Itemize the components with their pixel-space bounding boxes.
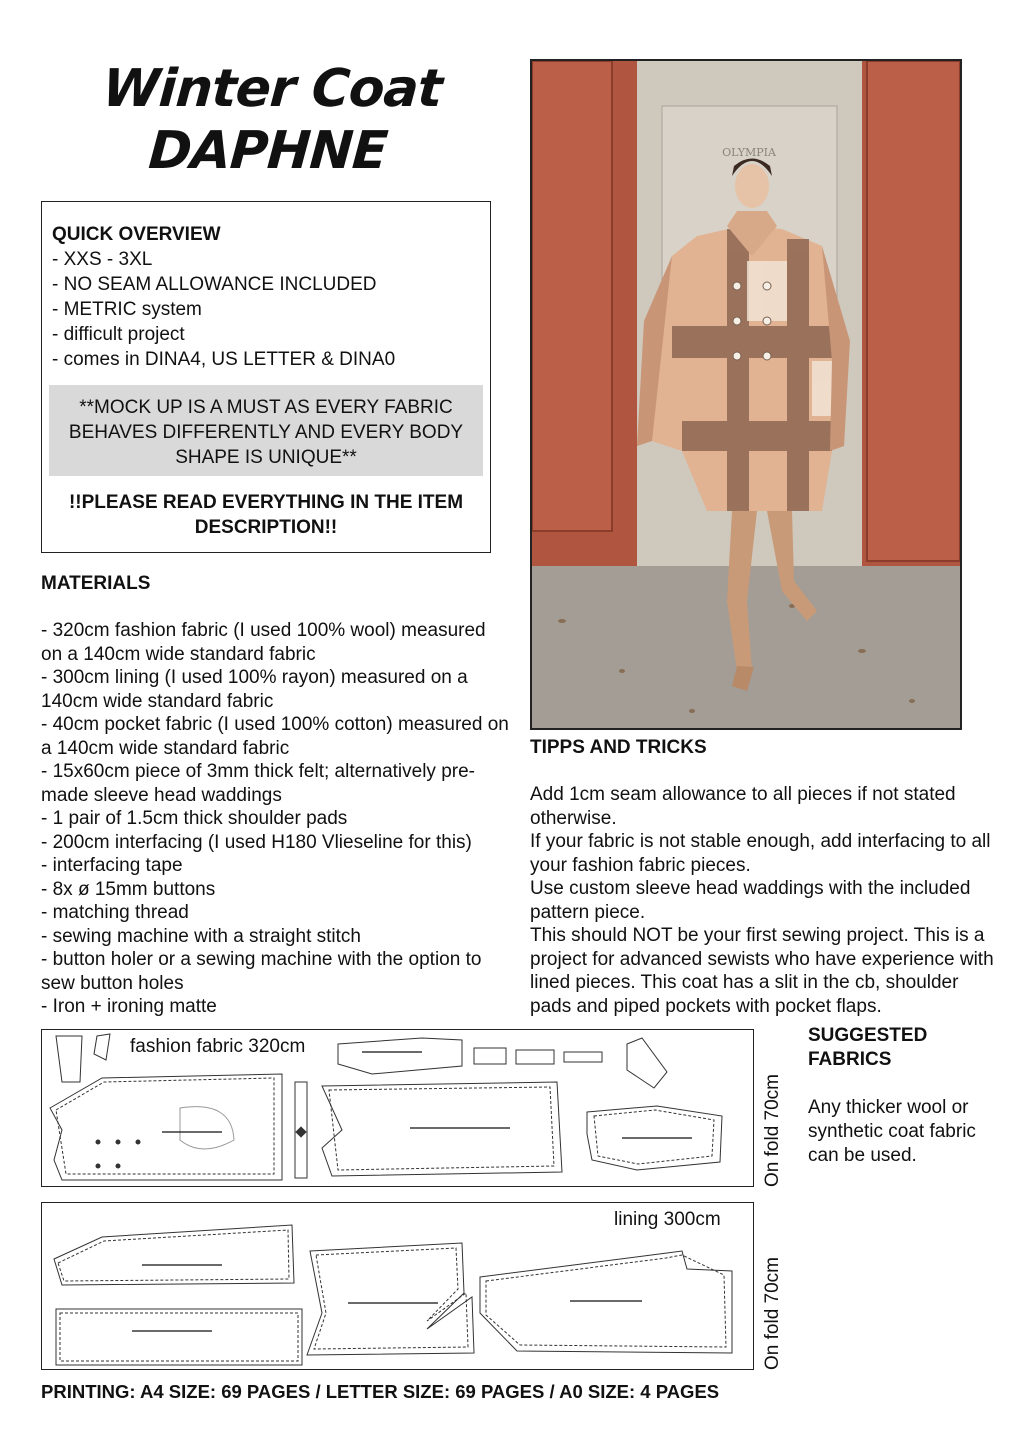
material-item: - interfacing tape [41,855,183,876]
materials-section [41,572,511,1019]
lining-fold-label: On fold 70cm [762,1257,783,1370]
tipp-paragraph: This should NOT be your first sewing project. This is a project for advanced sewists who have experience with lined pieces. This coat has a slit in the cb, shoulder pads and piped pockets with pocket flaps. [530,925,994,1017]
material-item: - 8x ø 15mm buttons [41,878,216,900]
fashion-fabric-pattern-pieces [42,1030,754,1187]
lining-label: lining 300cm [614,1209,721,1230]
material-item: - sewing machine with a straight stitch [41,925,361,947]
overview-item: - METRIC system [52,299,202,320]
wall-sign-text: OLYMPIA [722,146,776,159]
lining-pattern-pieces [42,1203,754,1370]
material-item: - Iron + ironing matte [41,996,217,1017]
material-item: - 320cm fashion fabric (I used 100% wool) measured on a 140cm wide standard fabric [41,620,486,665]
overview-item: - comes in DINA4, US LETTER & DINA0 [52,349,396,370]
fashion-fabric-fold-label: On fold 70cm [762,1074,783,1187]
tipps-heading: TIPPS AND TRICKS [530,737,707,758]
tipps-section [530,736,1000,1018]
fashion-fabric-layout [41,1029,754,1187]
overview-item: - difficult project [52,324,185,345]
suggested-heading: SUGGESTED FABRICS [808,1025,928,1070]
overview-heading: QUICK OVERVIEW [52,224,221,245]
mockup-warning: **MOCK UP IS A MUST AS EVERY FABRIC BEHAVES DIFFERENTLY AND EVERY BODY SHAPE IS UNIQUE** [49,385,483,476]
overview-item: - NO SEAM ALLOWANCE INCLUDED [52,274,377,295]
material-item: - 200cm interfacing (I used H180 Vlieseline for this) [41,831,472,853]
tipp-paragraph: Use custom sleeve head waddings with the included pattern piece. [530,878,971,923]
model-photo [530,59,962,730]
model-photo-illustration [532,61,960,728]
material-item: - matching thread [41,902,189,923]
tipp-paragraph: If your fabric is not stable enough, add interfacing to all your fashion fabric pieces. [530,831,991,876]
fashion-fabric-label: fashion fabric 320cm [130,1036,306,1057]
materials-heading: MATERIALS [41,573,151,594]
quick-overview-box [41,201,491,553]
read-description-notice: !!PLEASE READ EVERYTHING IN THE ITEM DESCRIPTION!! [68,492,464,538]
title-line-2: DAPHNE [146,121,389,181]
material-item: - 40cm pocket fabric (I used 100% cotton) measured on a 140cm wide standard fabric [41,714,509,759]
page-title [36,58,505,182]
suggested-fabrics-section [808,1024,1008,1168]
overview-item: - XXS - 3XL [52,249,153,270]
suggested-text: Any thicker wool or synthetic coat fabric can be used. [808,1097,976,1166]
title-line-1: Winter Coat [100,59,444,119]
material-item: - 1 pair of 1.5cm thick shoulder pads [41,808,348,829]
material-item: - button holer or a sewing machine with the option to sew button holes [41,949,482,994]
printing-info: PRINTING: A4 SIZE: 69 PAGES / LETTER SIZE: 69 PAGES / A0 SIZE: 4 PAGES [41,1381,720,1402]
material-item: - 15x60cm piece of 3mm thick felt; alternatively pre-made sleeve head waddings [41,761,476,806]
tipp-paragraph: Add 1cm seam allowance to all pieces if not stated otherwise. [530,784,956,829]
lining-layout [41,1202,754,1370]
material-item: - 300cm lining (I used 100% rayon) measured on a 140cm wide standard fabric [41,667,468,712]
